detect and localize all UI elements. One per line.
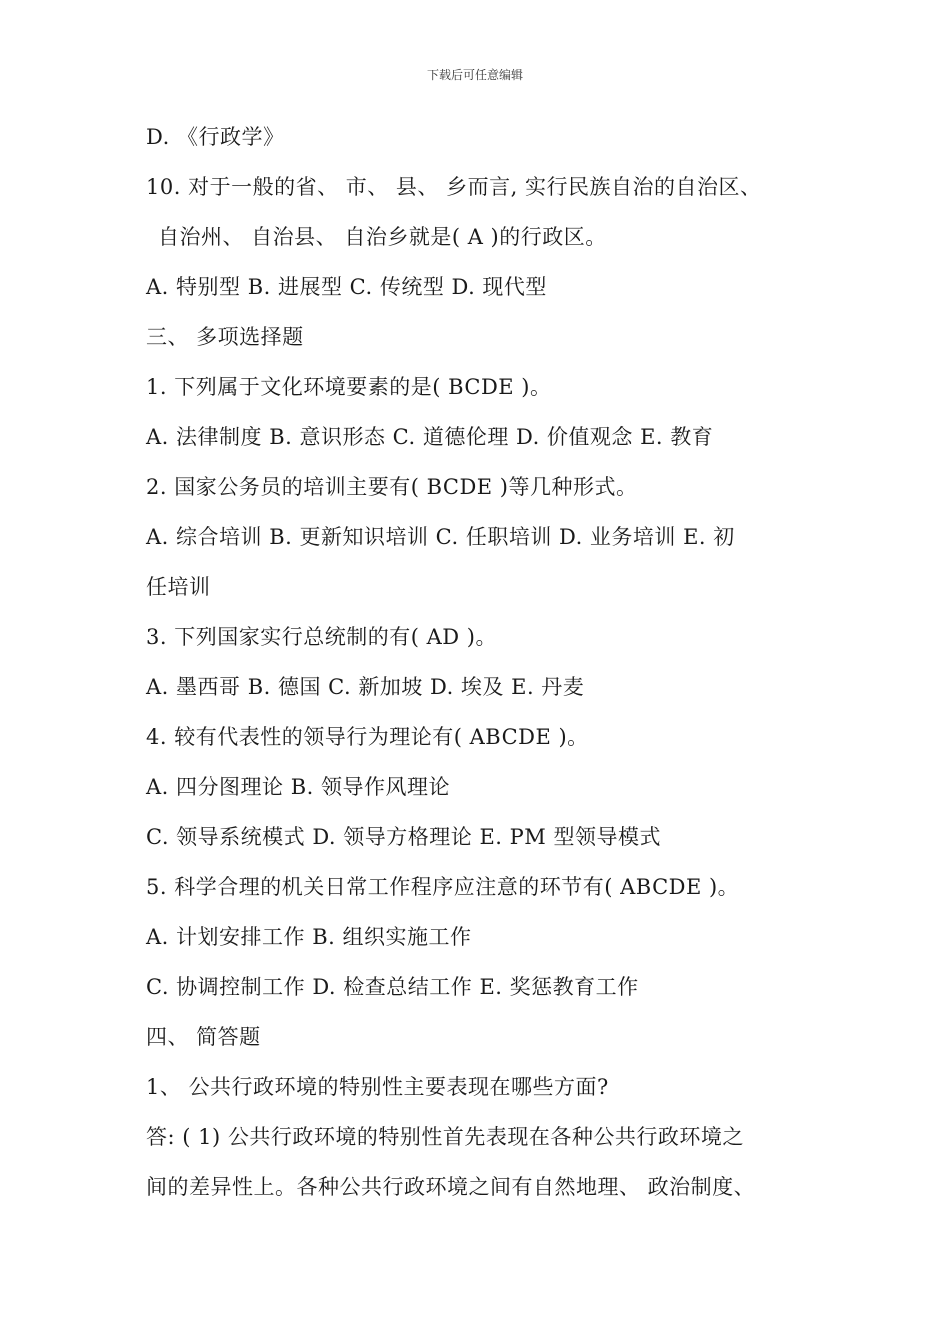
option-line: C. 领导系统模式 D. 领导方格理论 E. PM 型领导模式 [146,825,661,849]
option-line: A. 综合培训 B. 更新知识培训 C. 任职培训 D. 业务培训 E. 初 [146,525,735,549]
question-line: 5. 科学合理的机关日常工作程序应注意的环节有( ABCDE )。 [146,875,740,899]
section-heading: 四、 简答题 [146,1025,261,1049]
question-line: 1. 下列属于文化环境要素的是( BCDE )。 [146,375,552,399]
option-line: A. 法律制度 B. 意识形态 C. 道德伦理 D. 价值观念 E. 教育 [146,425,714,449]
answer-line: 间的差异性上。各种公共行政环境之间有自然地理、 政治制度、 [146,1175,756,1199]
question-line: 2. 国家公务员的培训主要有( BCDE )等几种形式。 [146,475,638,499]
option-line: C. 协调控制工作 D. 检查总结工作 E. 奖惩教育工作 [146,975,639,999]
question-line: 1、 公共行政环境的特别性主要表现在哪些方面? [146,1075,609,1099]
question-line: 4. 较有代表性的领导行为理论有( ABCDE )。 [146,725,589,749]
option-line: A. 四分图理论 B. 领导作风理论 [146,775,450,799]
option-line: A. 特别型 B. 进展型 C. 传统型 D. 现代型 [146,275,547,299]
option-line-continued: 任培训 [146,575,211,599]
option-line: A. 计划安排工作 B. 组织实施工作 [146,925,472,949]
page-header: 下载后可任意编辑 [426,68,523,82]
document-body [146,115,836,1215]
question-line-continued: 自治州、 自治县、 自治乡就是( A )的行政区。 [158,225,607,249]
section-heading: 三、 多项选择题 [146,325,304,349]
option-line: D. 《行政学》 [146,125,285,149]
answer-line: 答: ( 1) 公共行政环境的特别性首先表现在各种公共行政环境之 [146,1125,744,1149]
question-line: 3. 下列国家实行总统制的有( AD )。 [146,625,497,649]
option-line: A. 墨西哥 B. 德国 C. 新加坡 D. 埃及 E. 丹麦 [146,675,585,699]
question-line: 10. 对于一般的省、 市、 县、 乡而言, 实行民族自治的自治区、 [146,175,762,199]
